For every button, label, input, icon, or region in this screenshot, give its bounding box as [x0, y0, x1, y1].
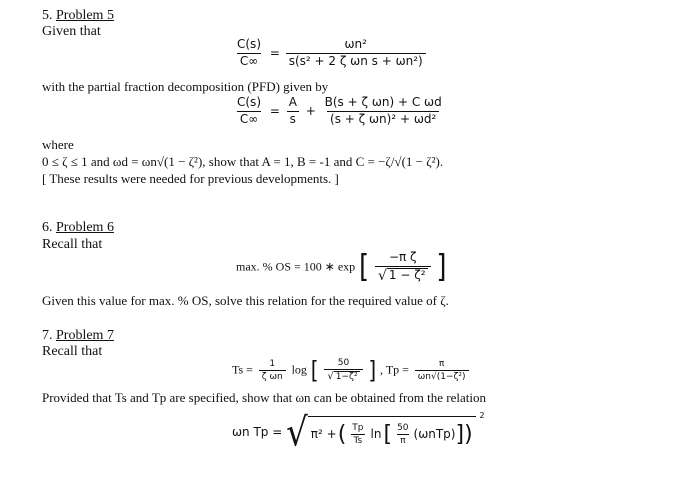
- problem-7-text: Provided that Ts and Tp are specified, show that ωn can be obtained from the relation: [42, 390, 486, 405]
- equation-transfer-function: $\frac{C(s)}{C\infty}$ = $\frac{\text{ωn²}}{\text{s(s² + 2 ζ ωn s + ωn²)}}$: [232, 38, 428, 69]
- problem-7-heading: [42, 328, 114, 344]
- ts-log: log: [291, 362, 307, 377]
- eq2-lhs-num: C(s): [237, 95, 261, 109]
- eq1-rhs-num: ωn²: [344, 37, 367, 51]
- eq1-rhs-den: s(s² + 2 ζ ωn s + ωn²): [286, 53, 426, 69]
- problem-7-number: 7.: [42, 328, 53, 343]
- rel-tail: (ωnTp): [413, 426, 456, 441]
- problem-6-number: 6.: [42, 220, 53, 235]
- equation-overshoot: max. % OS = 100 ∗ exp [ −π ζ √ 1 − ζ² ]: [236, 249, 447, 286]
- problem-6-heading: [42, 220, 114, 236]
- problem-5-heading: [42, 8, 114, 24]
- problem-7-title: Problem 7: [56, 328, 114, 343]
- tp-den: ωn√(1−ζ²): [415, 370, 469, 382]
- equation-relation: ωn Tp = √ π² + ( $\frac{Tp}{Ts}$ ln [ $\frac{50}{\pi}$ (ωnTp) ]) $^2$: [232, 410, 485, 456]
- pfd-text: with the partial fraction decomposition (PFD) given by: [42, 79, 329, 94]
- rel-tp: Tp: [352, 422, 364, 433]
- rel-exp: 2: [479, 410, 485, 420]
- ts-frac-den: ζ ωn: [259, 370, 286, 382]
- problem-6-recall: Recall that: [42, 237, 103, 252]
- rel-lhs: ωn Tp =: [232, 425, 283, 440]
- rel-pi2: π: [397, 434, 408, 446]
- rel-50: 50: [397, 422, 409, 433]
- eq1-lhs-den: C∞: [237, 53, 261, 69]
- problem-5-given: Given that: [42, 24, 101, 39]
- rel-pi: π² +: [310, 426, 337, 441]
- conditions-line: 0 ≤ ζ ≤ 1 and ωd = ωn√(1 − ζ²), show that A = 1, B = -1 and C = −ζ/√(1 − ζ²).: [42, 154, 444, 169]
- ts-lhs: Ts =: [232, 362, 253, 377]
- eq1-lhs-num: C(s): [237, 37, 261, 51]
- problem-5-title: Problem 5: [56, 8, 114, 23]
- problem-5-number: 5.: [42, 8, 53, 23]
- ts-in-den: 1−ζ²: [335, 372, 358, 383]
- overshoot-num: −π ζ: [388, 250, 417, 264]
- overshoot-lhs: max. % OS = 100 ∗ exp: [236, 259, 356, 274]
- problem-6-text: Given this value for max. % OS, solve this relation for the required value of ζ.: [42, 293, 449, 308]
- eq2-lhs-den: C∞: [237, 111, 261, 127]
- problem-7-recall: Recall that: [42, 344, 103, 359]
- overshoot-den: 1 − ζ²: [387, 268, 428, 284]
- eq2-b-den: (s + ζ ωn)² + ωd²: [327, 111, 439, 127]
- equation-times: Ts = $\frac{1}{\text{ζ ωn}}$ log [ 50 √ 1−ζ² ] , Tp = $\frac{\pi}{\text{ωn√(1−ζ²)}}$: [232, 358, 471, 383]
- where-label: where: [42, 137, 74, 152]
- tp-lhs: , Tp =: [380, 362, 409, 377]
- problem-6-title: Problem 6: [56, 220, 114, 235]
- eq2-a-den: s: [287, 111, 299, 127]
- ts-frac-num: 1: [269, 358, 276, 369]
- eq2-b-num: B(s + ζ ωn) + C ωd: [324, 95, 442, 109]
- rel-ts: Ts: [351, 434, 366, 446]
- equation-pfd: $\frac{C(s)}{C\infty}$ = $\frac{A}{s}$ + $\frac{\text{B(s + ζ ωn) + C ωd}}{\text{(s + ζ ωn)² + ωd²}}$: [232, 96, 447, 127]
- ts-in-num: 50: [337, 358, 350, 368]
- note-line: [ These results were needed for previous developments. ]: [42, 171, 339, 186]
- eq2-a-num: A: [288, 95, 297, 109]
- rel-ln: ln: [370, 426, 382, 441]
- tp-num: π: [438, 358, 445, 369]
